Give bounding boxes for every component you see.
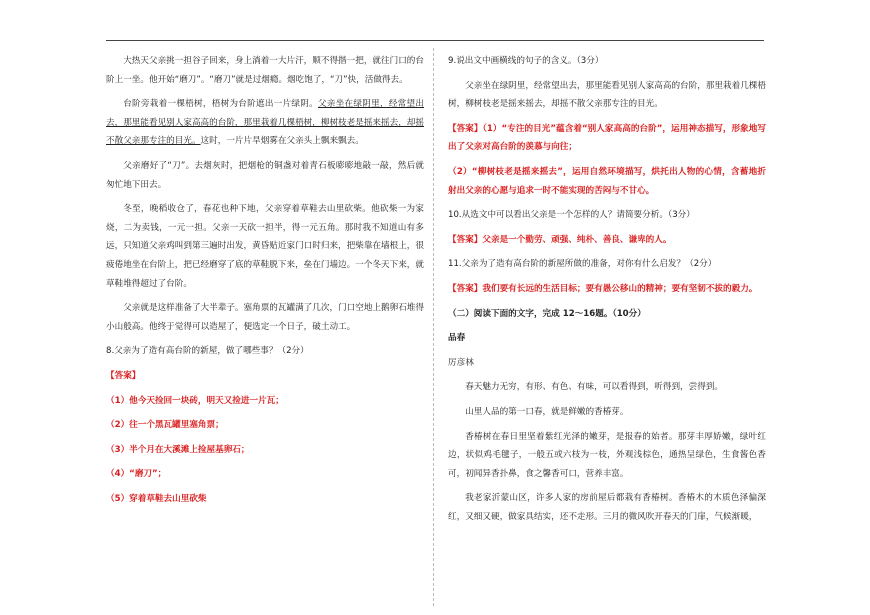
answer-8-item: （2）往一个黑瓦罐里塞角票； [106,420,224,431]
question-8: 8.父亲为了造有高台阶的新屋，做了哪些事？（2分） [106,346,309,357]
question-11: 11.父亲为了造有高台阶的新屋所做的准备，对你有什么启发？（2分） [448,259,717,270]
left-column [106,52,424,514]
question-9-quote: 父亲坐在绿阴里，经常望出去，那里能看见别人家高高的台阶，那里栽着几棵梧树，柳树枝老是摇来摇去，却摇不散父亲那专注的目光。 [448,80,766,110]
answer-8-item: （4）“磨刀”； [106,469,167,480]
passage-paragraph-4: 冬至，晚稻收仓了，春花也种下地，父亲穿着草鞋去山里砍柴。他砍柴一为家烧，二为卖钱，一元一担。父亲一天砍一担半，得一元五角。那时我不知道山有多远，只知道父亲鸡叫到第三遍时出发，黄昏贴近家门口时归来，把柴靠在墙根上，很疲倦地坐在台阶上，把已经磨穿了底的草鞋脱下来，垒在门墙边。一个冬天下来，就草鞋堆得超过了台阶。 [106,204,424,289]
essay-author: 厉彦林 [448,357,474,368]
essay-paragraph-2: 山里人品的第一口春，就是鲜嫩的香椿芽。 [465,406,629,417]
essay-title: 品春 [448,333,466,344]
passage-paragraph-1: 大热天父亲挑一担谷子回来，身上淌着一大片汗，顺不得揩一把，就往门口的台阶上一坐。他开始“磨刀”。“磨刀”就是过烟瘾。烟吃饱了，“刀”快，活做得去。 [106,56,424,85]
answer-8-item: （5）穿着草鞋去山里砍柴 [106,493,207,504]
answer-11: 【答案】我们要有长远的生活目标；要有愚公移山的精神；要有坚韧不拔的毅力。 [448,283,758,294]
passage-paragraph-5: 父亲就是这样准备了大半辈子。塞角票的瓦罐满了几次，门口空地上鹅卵石堆得小山般高。他终于觉得可以造屋了，便选定一个日子，破土动工。 [106,303,424,332]
answer-9-part-2: （2）“柳树枝老是摇来摇去”，运用自然环境描写，烘托出人物的心情，含蓄地折射出父亲的心愿与追求一时不能实现的苦闷与不甘心。 [448,166,766,196]
section-heading: （二）阅读下面的文字，完成 12～16题。（10分） [448,308,646,319]
answer-10: 【答案】父亲是一个勤劳、顽强、纯朴、善良、谦卑的人。 [448,234,672,245]
answer-8-item: （3）半个月在大溪滩上捡屋基卵石； [106,444,250,455]
passage-paragraph-3: 父亲磨好了“刀”。去烟灰时，把烟枪的铜盏对着青石板嘭嘭地敲一敲，然后就匆忙地下田去。 [106,160,424,190]
answer-8-label: 【答案】 [106,370,141,381]
passage-paragraph-2-end: 这时，一片片旱烟雾在父亲头上飘来飘去。 [200,136,364,147]
essay-paragraph-1: 春天魅力无穷，有形、有色、有味，可以看得到，听得到，尝得到。 [465,382,724,393]
passage-paragraph-2 [106,95,424,151]
question-9: 9.说出文中画横线的句子的含义。（3分） [448,56,604,66]
column-divider [433,48,434,606]
answer-8-item: （1）他今天捡回一块砖，明天又捡进一片瓦； [106,395,284,406]
essay-paragraph-3: 香椿树在春日里坚着紫红光泽的嫩芽，是报春的始者。那芽丰厚娇嫩，绿叶红边，状似鸡毛毽子，一般五或六枝为一枝，外观浅棕色，通热呈绿色，生食酱色香可，初闻异香扑鼻，食之馨香可口，营养丰富。 [448,431,766,479]
top-rule [106,40,764,41]
question-10: 10.从选文中可以看出父亲是一个怎样的人？请简要分析。（3分） [448,210,695,221]
essay-paragraph-4: 我老家沂蒙山区，许多人家的房前屋后都栽有香椿树。香椿木的木质色泽偏深红，又细又硬，做家具结实，还不走形。三月的微风吹开春天的门扉，气候渐暖， [448,493,766,522]
right-column [448,52,766,532]
passage-paragraph-2-start: 台阶旁栽着一棵梧树，梧树为台阶遮出一片绿阴。 [123,99,318,110]
underlined-sentence: 父亲坐在绿阴里，经常望出去，那里能看见别人家高高的台阶，那里栽着几棵梧树，柳树枝老是摇来摇去，却摇不散父亲那专注的目光。 [106,99,424,147]
answer-9-part-1: 【答案】（1）“专注的目光”蕴含着“别人家高高的台阶”，运用神态描写，形象地写出了父亲对高台阶的羡慕与向往； [448,123,766,153]
